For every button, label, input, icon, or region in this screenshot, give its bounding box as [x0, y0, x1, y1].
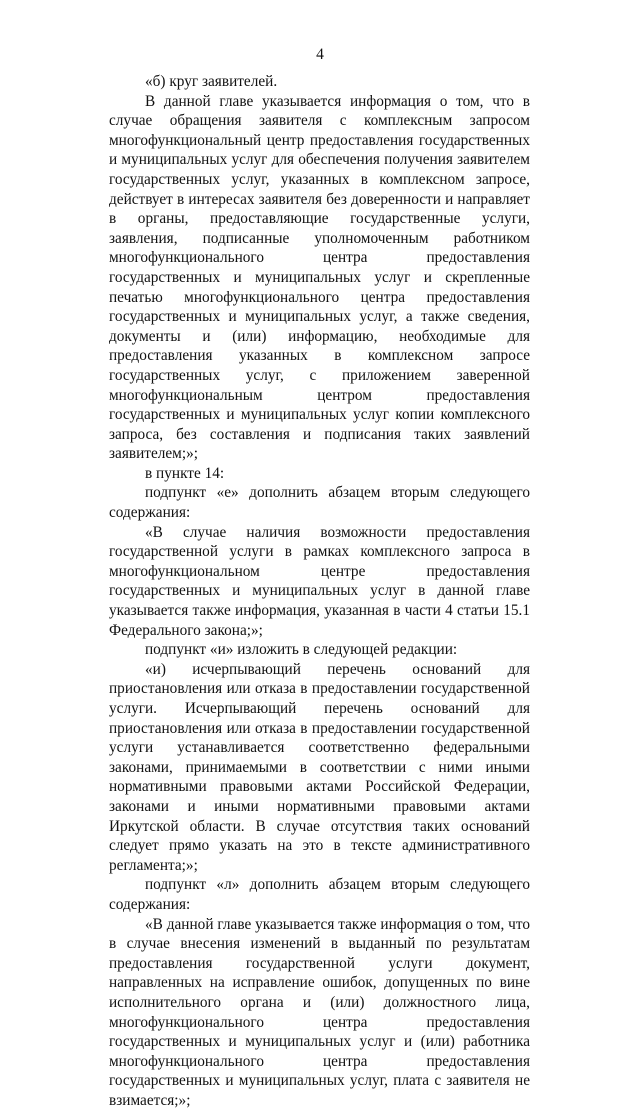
paragraph-applicants: «б) круг заявителей.	[145, 73, 278, 90]
paragraph-subpoint-i-text: «и) исчерпывающий перечень оснований для приостановления или отказа в предоставлении государственной услуги. Исчерпывающий перечень оснований для приостановления или отказа в предоставлении государственной услуги устанавливается соответственно федеральными законами, принимаемыми в соответствии с ними иными нормативными правовыми актами Российской Федерации, законами и иными нормативными правовыми актами Иркутской области. В случае отсутствия таких оснований следует прямо указать на это в тексте административного регламента;»;	[109, 660, 530, 874]
paragraph-subpoint-l: подпункт «л» дополнить абзацем вторым следующего содержания:	[109, 876, 530, 913]
paragraph-subpoint-e-text: «В случае наличия возможности предоставления государственной услуги в рамках комплексного запроса в многофункциональном центре предоставления государственных и муниципальных услуг в данной главе указывается также информация, указанная в части 4 статьи 15.1 Федерального закона;»;	[109, 523, 530, 639]
paragraph-subpoint-i: подпункт «и» изложить в следующей редакции:	[145, 641, 458, 659]
paragraph-subpoint-l-text: «В данной главе указывается также информация о том, что в случае внесения изменений в выданный по результатам предоставления государственной услуги документ, направленных на исправление ошибок, допущенных по вине исполнительного органа и (или) должностного лица, многофункционального центра предоставления государственных и муниципальных услуг и (или) работника многофункционального центра предоставления государственных и муниципальных услуг, плата с заявителя не взимается;»;	[109, 915, 530, 1109]
paragraph-point-14: в пункте 14:	[145, 464, 225, 482]
paragraph-subpoint-e: подпункт «е» дополнить абзацем вторым следующего содержания:	[109, 484, 530, 522]
paragraph-complex-request: В данной главе указывается информация о том, что в случае обращения заявителя с комплексным запросом многофункциональный центр предоставления государственных и муниципальных услуг для обеспечения получения заявителем государственных услуг, указанных в комплексном запросе, действует в интересах заявителя без доверенности и направляет в органы, предоставляющие государственные услуги, заявления, подписанные уполномоченным работником многофункционального центра предоставления государственных и муниципальных услуг и скрепленные печатью многофункционального центра предоставления государственных и муниципальных услуг, а также сведения, документы и (или) информацию, необходимые для предоставления указанных в комплексном запросе государственных услуг, с приложением заверенной многофункциональным центром предоставления государственных и муниципальных услуг копии комплексного запроса, без составления и подписания таких заявлений заявителем;»;	[109, 92, 530, 463]
page-number: 4	[316, 46, 324, 63]
document-body	[109, 72, 530, 1110]
